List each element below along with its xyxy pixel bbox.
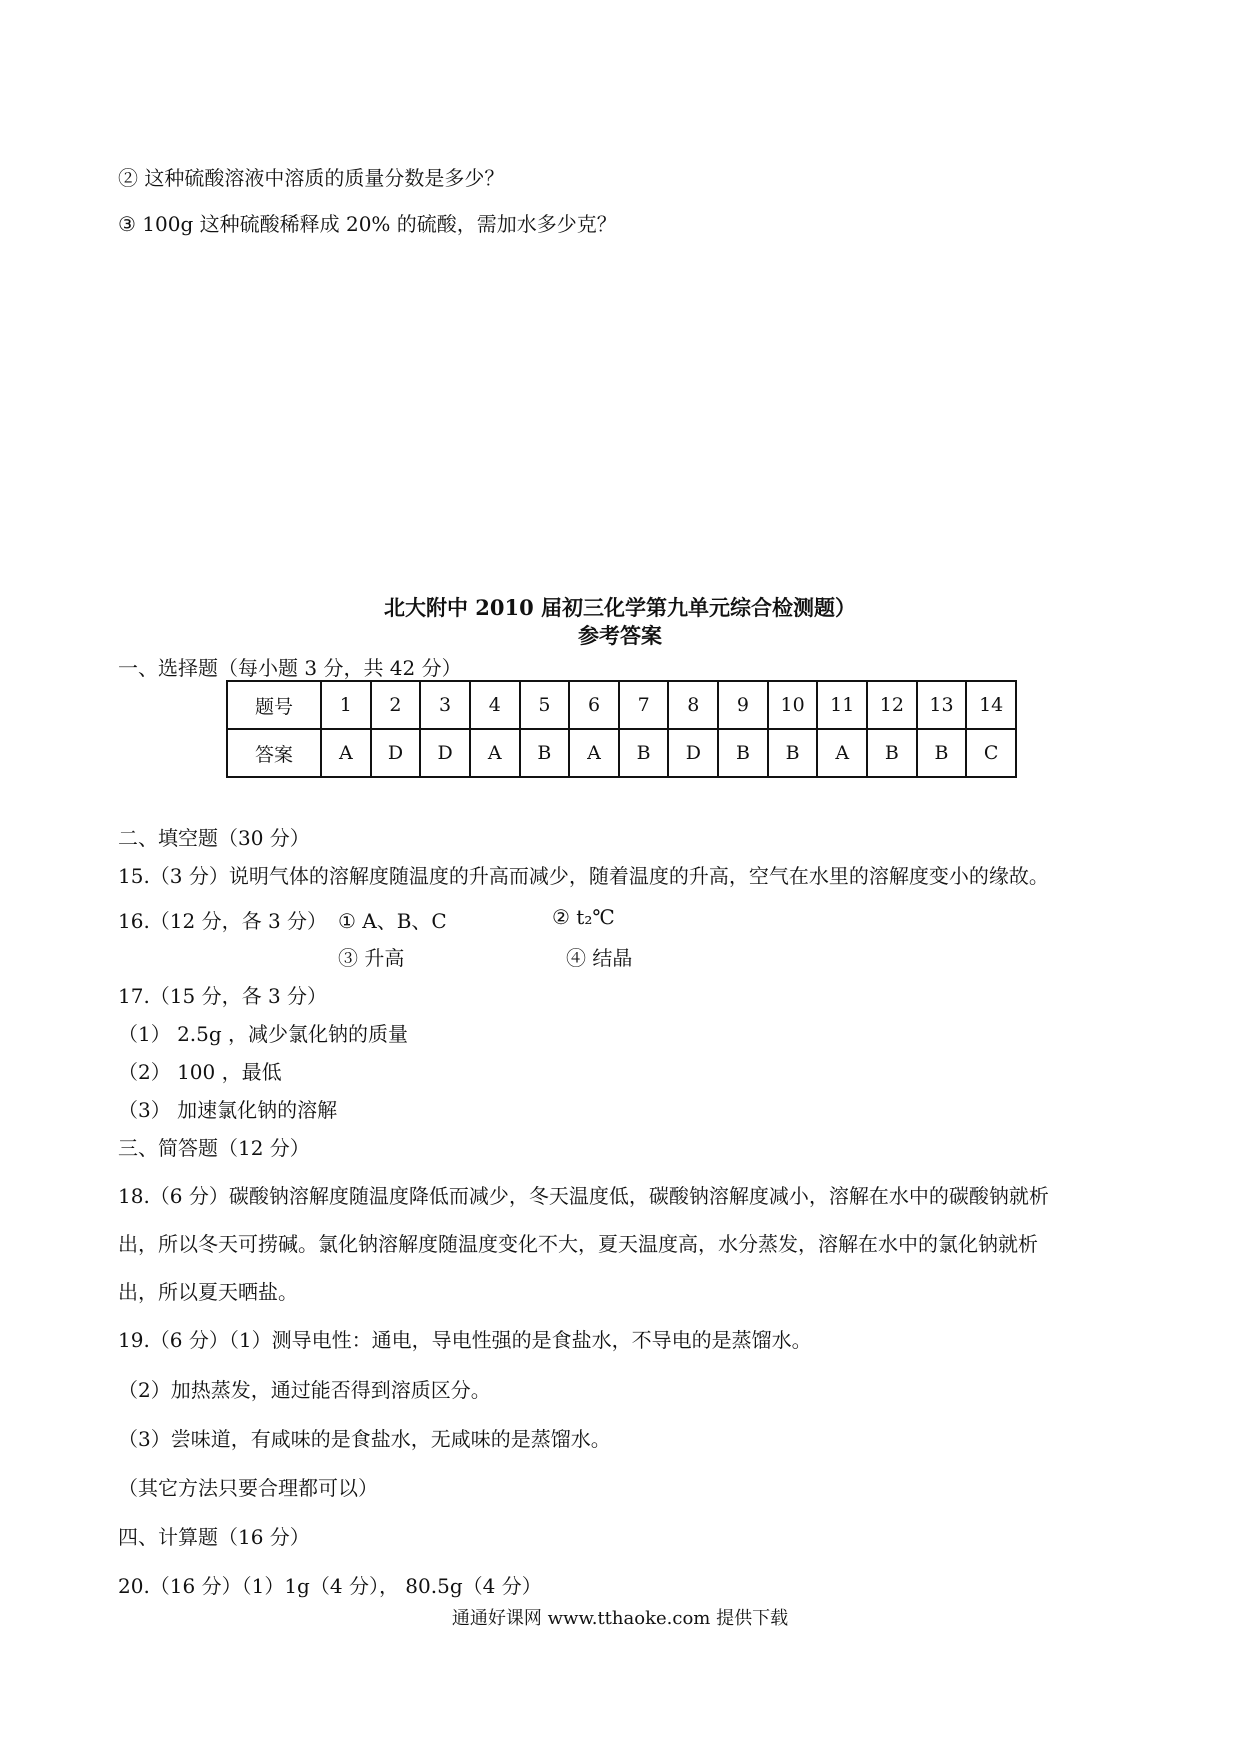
answer-18-line-3: 出，所以夏天晒盐。 <box>118 1280 298 1304</box>
table-cell: B <box>718 729 768 777</box>
table-head-answer: 答案 <box>227 729 321 777</box>
table-cell: B <box>619 729 669 777</box>
table-cell: 4 <box>470 681 520 729</box>
section-fill-in: 二、填空题（30 分） <box>118 826 310 850</box>
answer-16-2: ② t₂℃ <box>552 905 615 929</box>
table-cell: 3 <box>420 681 470 729</box>
question-3: ③ 100g 这种硫酸稀释成 20% 的硫酸，需加水多少克？ <box>118 212 617 236</box>
answer-18-line-1: 18.（6 分）碳酸钠溶解度随温度降低而减少，冬天温度低，碳酸钠溶解度减小，溶解在水中的碳酸钠就析 <box>118 1184 1049 1208</box>
answer-16-head: 16.（12 分，各 3 分） <box>118 909 328 933</box>
answer-16-4: ④ 结晶 <box>566 946 633 970</box>
table-cell: 13 <box>917 681 967 729</box>
answer-19-line-1: 19.（6 分）（1）测导电性：通电，导电性强的是食盐水，不导电的是蒸馏水。 <box>118 1328 812 1352</box>
page-footer: 通通好课网 www.tthaoke.com 提供下载 <box>451 1608 789 1629</box>
answer-16-3: ③ 升高 <box>338 946 405 970</box>
table-cell: 7 <box>619 681 669 729</box>
section-calculation: 四、计算题（16 分） <box>118 1525 310 1549</box>
table-cell: A <box>470 729 520 777</box>
section-short-answer: 三、简答题（12 分） <box>118 1136 310 1160</box>
answer-19-line-3: （3）尝味道，有咸味的是食盐水，无咸味的是蒸馏水。 <box>118 1427 611 1451</box>
table-cell: B <box>520 729 570 777</box>
table-row <box>227 729 1016 777</box>
table-cell: B <box>768 729 818 777</box>
answer-table <box>226 680 1017 778</box>
page-title: 北大附中 2010 届初三化学第九单元综合检测题） <box>383 595 857 620</box>
table-cell: 1 <box>321 681 371 729</box>
table-cell: A <box>817 729 867 777</box>
answer-17-head: 17.（15 分，各 3 分） <box>118 984 328 1008</box>
table-cell: B <box>917 729 967 777</box>
table-cell: 2 <box>371 681 421 729</box>
table-cell: 6 <box>569 681 619 729</box>
table-cell: D <box>420 729 470 777</box>
table-cell: 9 <box>718 681 768 729</box>
question-2: ② 这种硫酸溶液中溶质的质量分数是多少？ <box>118 166 505 190</box>
table-cell: B <box>867 729 917 777</box>
answer-20: 20.（16 分）（1）1g（4 分）， 80.5g（4 分） <box>118 1574 542 1598</box>
table-cell: 14 <box>966 681 1016 729</box>
table-cell: 11 <box>817 681 867 729</box>
table-head-number: 题号 <box>227 681 321 729</box>
table-cell: 8 <box>668 681 718 729</box>
table-cell: A <box>569 729 619 777</box>
page-subtitle: 参考答案 <box>578 623 662 648</box>
answer-19-line-4: （其它方法只要合理都可以） <box>118 1476 378 1500</box>
table-cell: 10 <box>768 681 818 729</box>
answer-17-1: （1） 2.5g ，减少氯化钠的质量 <box>118 1022 409 1046</box>
answer-15: 15.（3 分）说明气体的溶解度随温度的升高而减少，随着温度的升高，空气在水里的溶解度变小的缘故。 <box>118 864 1049 888</box>
table-cell: D <box>371 729 421 777</box>
table-cell: C <box>966 729 1016 777</box>
answer-17-2: （2） 100 ，最低 <box>118 1060 282 1084</box>
table-cell: A <box>321 729 371 777</box>
table-cell: 12 <box>867 681 917 729</box>
table-row <box>227 681 1016 729</box>
answer-17-3: （3） 加速氯化钠的溶解 <box>118 1098 338 1122</box>
answer-18-line-2: 出，所以冬天可捞碱。氯化钠溶解度随温度变化不大，夏天温度高，水分蒸发，溶解在水中的氯化钠就析 <box>118 1232 1038 1256</box>
answer-19-line-2: （2）加热蒸发，通过能否得到溶质区分。 <box>118 1378 491 1402</box>
answer-16-1: ① A、B、C <box>338 909 447 933</box>
table-cell: D <box>668 729 718 777</box>
section-multiple-choice: 一、选择题（每小题 3 分，共 42 分） <box>118 656 462 680</box>
table-cell: 5 <box>520 681 570 729</box>
